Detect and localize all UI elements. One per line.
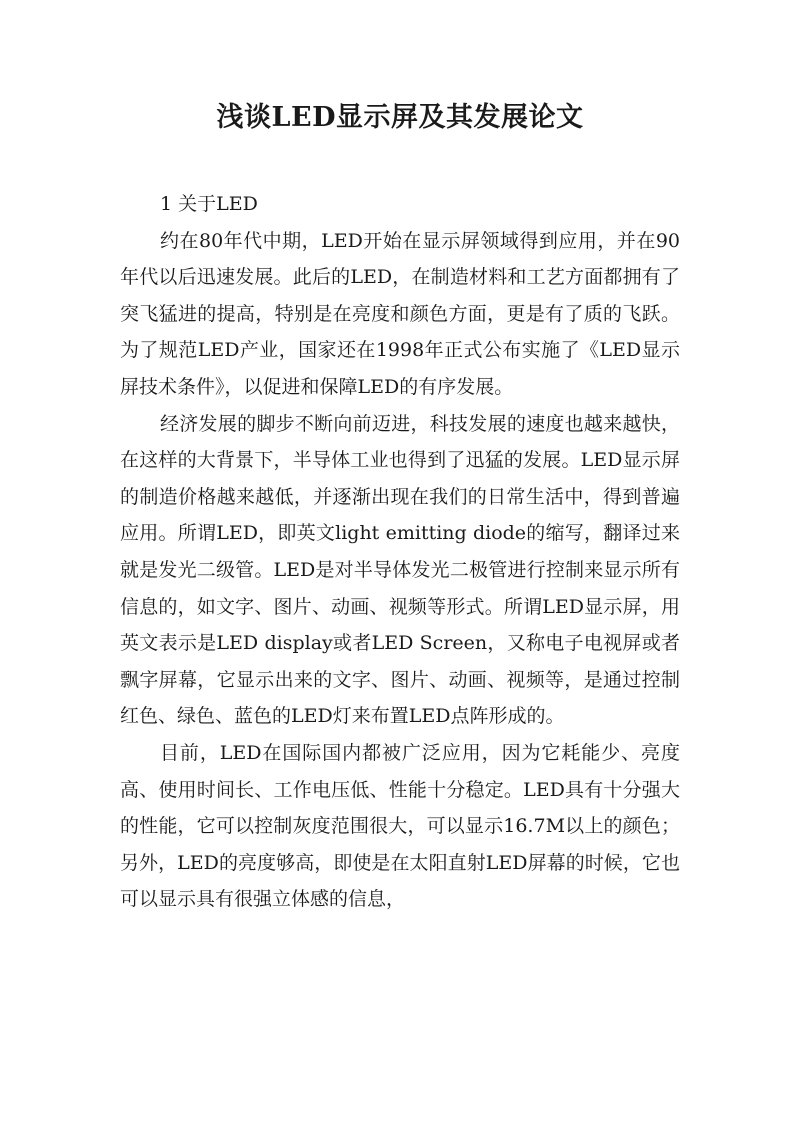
document-title: 浅谈LED显示屏及其发展论文 xyxy=(216,102,584,133)
section-heading: 1 关于LED xyxy=(160,193,258,215)
paragraph: 目前，LED在国际国内都被广泛应用，因为它耗能少、亮度高、使用时间长、工作电压低、性能十分稳定。LED具有十分强大的性能，它可以控制灰度范围很大，可以显示16.7M以上的颜色；另外，LED的亮度够高，即使是在太阳直射LED屏幕的时候，它也可以显示具有很强立体感的信息， xyxy=(120,741,680,911)
paragraph: 经济发展的脚步不断向前迈进，科技发展的速度也越来越快，在这样的大背景下，半导体工业也得到了迅猛的发展。LED显示屏的制造价格越来越低，并逐渐出现在我们的日常生活中，得到普遍应用。所谓LED，即英文light emitting diode的缩写，翻译过来就是发光二级管。LED是对半导体发光二极管进行控制来显示所有信息的，如文字、图片、动画、视频等形式。所谓LED显示屏，用英文表示是LED display或者LED Screen，又称电子电视屏或者飘字屏幕，它显示出来的文字、图片、动画、视频等，是通过控制红色、绿色、蓝色的LED灯来布置LED点阵形成的。 xyxy=(120,412,680,728)
paragraph: 约在80年代中期，LED开始在显示屏领域得到应用，并在90年代以后迅速发展。此后的LED，在制造材料和工艺方面都拥有了突飞猛进的提高，特别是在亮度和颜色方面，更是有了质的飞跃。为了规范LED产业，国家还在1998年正式公布实施了《LED显示屏技术条件》，以促进和保障LED的有序发展。 xyxy=(120,229,680,398)
document-body xyxy=(120,186,680,918)
